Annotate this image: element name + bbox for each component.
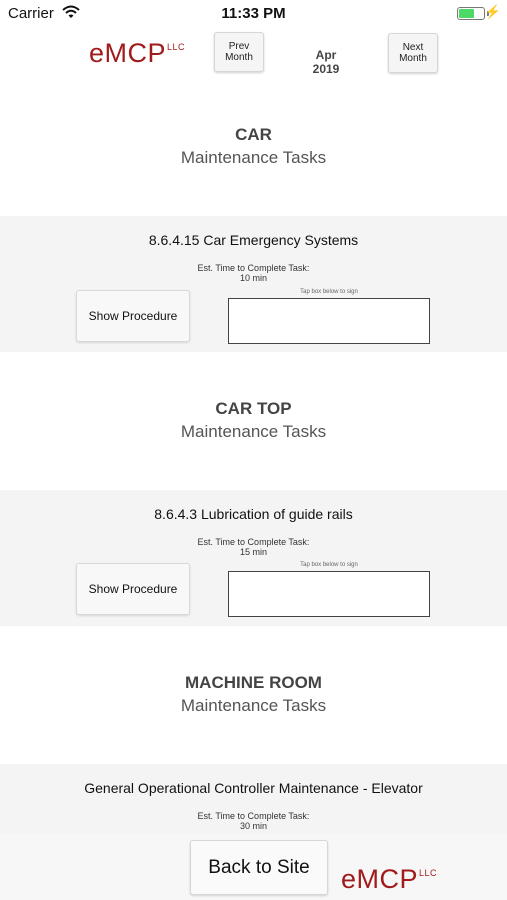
next-month-line2: Month	[399, 53, 427, 64]
signature-box[interactable]	[228, 571, 430, 617]
est-time-value: 30 min	[239, 821, 267, 831]
task-title: General Operational Controller Maintenance - Elevator	[84, 780, 423, 796]
section-subtitle: Maintenance Tasks	[180, 148, 327, 167]
emcp-logo-footer	[341, 864, 437, 895]
section-title: CAR TOP	[215, 399, 292, 418]
next-month-button[interactable]	[388, 33, 438, 73]
logo-suffix: LLC	[167, 42, 186, 52]
est-time-label: Est. Time to Complete Task:	[197, 263, 310, 273]
emcp-logo	[89, 38, 185, 69]
est-time	[0, 537, 507, 557]
est-time	[0, 811, 507, 831]
signature-box[interactable]	[228, 298, 430, 344]
est-time-value: 15 min	[239, 547, 267, 557]
est-time-label: Est. Time to Complete Task:	[197, 811, 310, 821]
task-title: 8.6.4.15 Car Emergency Systems	[148, 232, 359, 248]
section-header-car	[0, 125, 507, 168]
section-header-car-top	[0, 399, 507, 442]
logo-text: eMCP	[89, 38, 167, 68]
current-month	[296, 48, 356, 76]
task-card-machine-room	[0, 764, 507, 834]
section-subtitle: Maintenance Tasks	[180, 422, 327, 441]
status-bar	[0, 0, 507, 28]
prev-month-line1: Prev	[228, 41, 250, 52]
logo-suffix: LLC	[419, 868, 438, 878]
task-card-car	[0, 216, 507, 352]
est-time-label: Est. Time to Complete Task:	[197, 537, 310, 547]
prev-month-line2: Month	[225, 52, 253, 63]
section-title: CAR	[235, 125, 272, 144]
year-label: 2019	[312, 62, 340, 76]
battery-level	[459, 9, 474, 18]
section-title: MACHINE ROOM	[185, 673, 322, 692]
prev-month-button[interactable]	[214, 32, 264, 72]
back-to-site-button[interactable]: Back to Site	[190, 840, 328, 895]
logo-text: eMCP	[341, 864, 419, 894]
sign-hint: Tap box below to sign	[300, 562, 358, 568]
section-header-machine-room	[0, 673, 507, 716]
est-time-value: 10 min	[239, 273, 267, 283]
est-time	[0, 263, 507, 283]
show-procedure-button[interactable]: Show Procedure	[76, 290, 190, 342]
sign-hint: Tap box below to sign	[300, 289, 358, 295]
section-subtitle: Maintenance Tasks	[180, 696, 327, 715]
battery-icon	[457, 7, 485, 20]
show-procedure-button[interactable]: Show Procedure	[76, 563, 190, 615]
next-month-line1: Next	[402, 42, 424, 53]
carrier-label: Carrier	[8, 5, 54, 22]
month-label: Apr	[315, 48, 337, 62]
charging-bolt-icon: ⚡	[484, 4, 501, 19]
task-title: 8.6.4.3 Lubrication of guide rails	[154, 506, 353, 522]
task-card-car-top	[0, 490, 507, 626]
status-time: 11:33 PM	[221, 5, 286, 22]
